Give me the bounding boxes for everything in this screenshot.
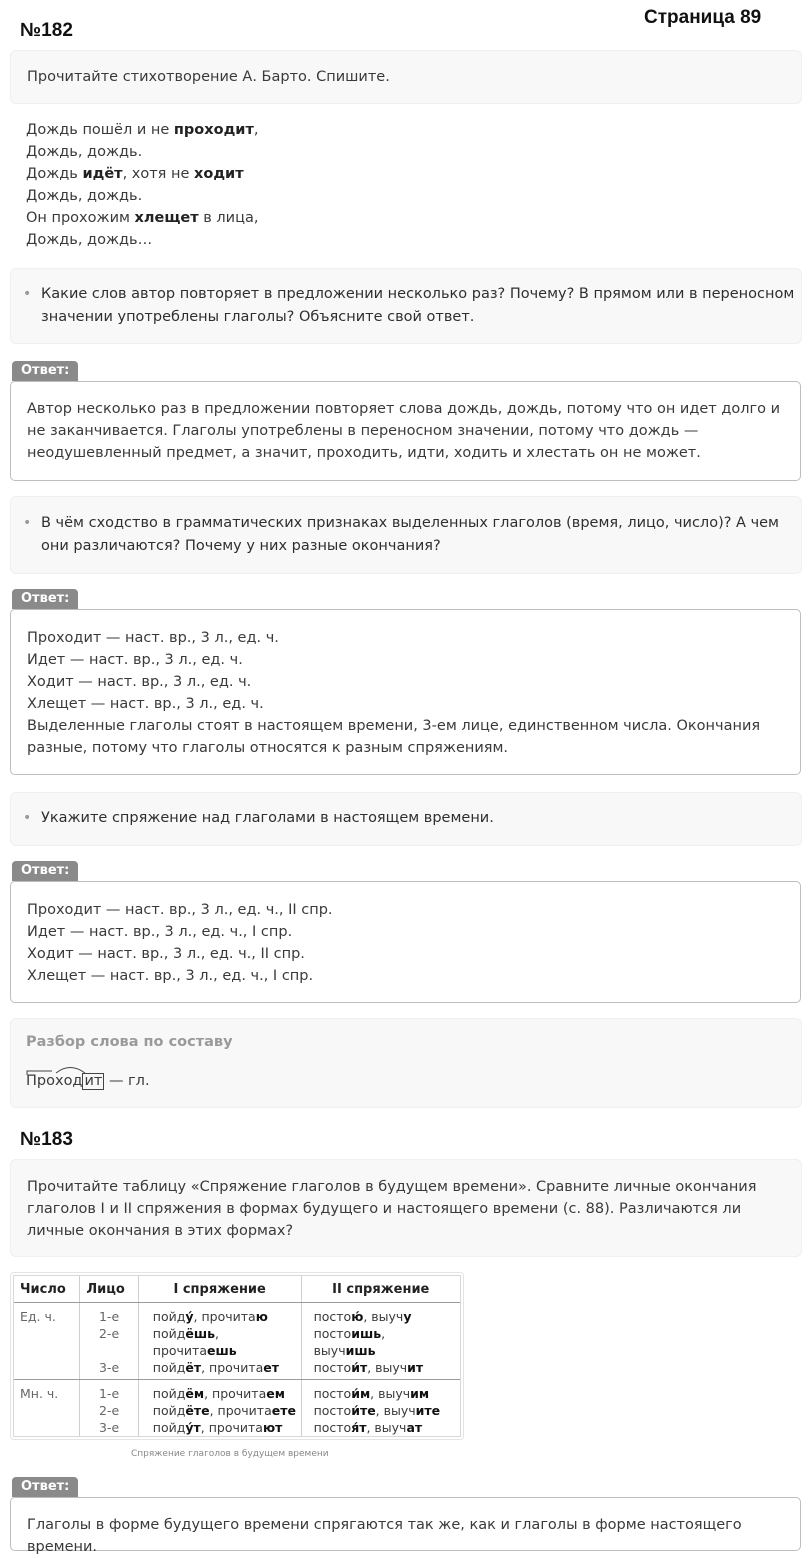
verb-stem: , выуч bbox=[367, 1360, 408, 1375]
instruction-183-text: Прочитайте таблицу «Спряжение глаголов в будущем времени». Сравните личные окончания глаголов I и II спряжения в формах будущего и настоящего времени (с. 88). Различаются ли личные окончания в этих формах? bbox=[27, 1179, 757, 1239]
number-cell: Ед. ч. bbox=[14, 1303, 80, 1326]
poem-highlighted-verb: идёт bbox=[82, 166, 123, 182]
answer-box-1 bbox=[10, 381, 801, 481]
task-number-182: №182 bbox=[20, 20, 73, 41]
verb-ending: и́т bbox=[351, 1360, 368, 1375]
number-cell: Мн. ч. bbox=[14, 1380, 80, 1403]
verb-ending: у́ bbox=[185, 1309, 194, 1324]
verb-ending: ёшь bbox=[185, 1326, 216, 1341]
table-header-cell: Лицо bbox=[80, 1276, 138, 1303]
question-1-text: • Какие слов автор повторяет в предложении несколько раз? Почему? В прямом или в переносном значении употреблены глаголы? Объясните свой ответ. bbox=[11, 283, 801, 329]
instruction-panel bbox=[10, 50, 802, 104]
question-panel-3 bbox=[10, 792, 802, 846]
verb-ending: ю bbox=[255, 1309, 268, 1324]
conjugation-2-cell bbox=[301, 1419, 460, 1436]
conjugation-1-cell bbox=[138, 1303, 301, 1326]
verb-ending: у bbox=[403, 1309, 412, 1324]
verb-stem: , прочита bbox=[201, 1360, 264, 1375]
poem bbox=[26, 119, 258, 251]
verb-stem: посто bbox=[313, 1326, 352, 1341]
poem-text: в лица, bbox=[198, 210, 259, 226]
number-cell bbox=[14, 1325, 80, 1342]
verb-ending: и́те bbox=[351, 1403, 376, 1418]
verb-ending: я́т bbox=[351, 1420, 367, 1435]
verb-ending: у́т bbox=[185, 1420, 201, 1435]
verb-stem: прочита bbox=[152, 1343, 207, 1358]
verb-stem: пойд bbox=[152, 1360, 186, 1375]
conjugation-1-cell bbox=[138, 1325, 301, 1342]
conjugation-2-cell bbox=[301, 1342, 460, 1359]
poem-line bbox=[26, 185, 258, 207]
verb-stem: , прочита bbox=[209, 1403, 272, 1418]
poem-text: Дождь, дождь. bbox=[26, 188, 143, 204]
conjugation-1-cell bbox=[138, 1359, 301, 1380]
verb-stem: , bbox=[381, 1326, 386, 1341]
number-cell bbox=[14, 1402, 80, 1419]
verb-stem: посто bbox=[313, 1309, 352, 1324]
verb-ending: ёт bbox=[185, 1360, 202, 1375]
verb-stem: , выуч bbox=[366, 1420, 407, 1435]
answer-3-line: Ходит — наст. вр., 3 л., ед. ч., II спр. bbox=[27, 946, 305, 962]
question-panel-1 bbox=[10, 268, 802, 344]
morph-title: Разбор слова по составу bbox=[26, 1034, 233, 1050]
conjugation-1-cell bbox=[138, 1380, 301, 1403]
table-row bbox=[14, 1380, 460, 1403]
verb-stem: посто bbox=[313, 1403, 352, 1418]
answer-label-2: Ответ: bbox=[12, 589, 78, 609]
table-header-row bbox=[14, 1276, 460, 1303]
verb-stem: , прочита bbox=[193, 1309, 256, 1324]
task-number-183: №183 bbox=[20, 1129, 73, 1150]
person-cell bbox=[80, 1342, 138, 1359]
verb-stem: пойд bbox=[152, 1326, 186, 1341]
conjugation-1-cell bbox=[138, 1419, 301, 1436]
person-cell: 2-е bbox=[80, 1402, 138, 1419]
poem-text: , хотя не bbox=[122, 166, 195, 182]
table-row bbox=[14, 1342, 460, 1359]
conjugation-1-cell bbox=[138, 1342, 301, 1359]
poem-highlighted-verb: хлещет bbox=[134, 210, 199, 226]
poem-text: Дождь, дождь. bbox=[26, 144, 143, 160]
answer-3-line: Хлещет — наст. вр., 3 л., ед. ч., I спр. bbox=[27, 968, 314, 984]
person-cell: 3-е bbox=[80, 1419, 138, 1436]
conjugation-2-cell bbox=[301, 1359, 460, 1380]
morph-panel bbox=[10, 1018, 802, 1108]
morph-ending: ит bbox=[84, 1073, 103, 1089]
verb-stem: , выуч bbox=[370, 1386, 411, 1401]
person-cell: 1-е bbox=[80, 1380, 138, 1403]
prefix-mark-icon bbox=[26, 1070, 54, 1076]
answer-3-lines bbox=[27, 899, 787, 987]
person-cell: 3-е bbox=[80, 1359, 138, 1380]
poem-line bbox=[26, 141, 258, 163]
answer-183-text: Глаголы в форме будущего времени спрягаются так же, как и глаголы в форме настоящего времени. bbox=[27, 1517, 742, 1555]
verb-ending: ет bbox=[263, 1360, 279, 1375]
verb-ending: ю́ bbox=[351, 1309, 364, 1324]
poem-text: Дождь пошёл и не bbox=[26, 122, 174, 138]
table-header-cell: I спряжение bbox=[138, 1276, 301, 1303]
verb-stem: , bbox=[215, 1326, 220, 1341]
conjugation-2-cell bbox=[301, 1380, 460, 1403]
verb-ending: им bbox=[410, 1386, 430, 1401]
verb-ending: ете bbox=[271, 1403, 296, 1418]
question-2-text: • В чём сходство в грамматических признаках выделенных глаголов (время, лицо, число)? А чем они различаются? Почему у них разные окончания? bbox=[11, 512, 801, 558]
answer-label-183: Ответ: bbox=[12, 1477, 78, 1497]
verb-stem: , выуч bbox=[363, 1309, 404, 1324]
number-cell bbox=[14, 1342, 80, 1359]
verb-stem: выуч bbox=[313, 1343, 346, 1358]
table-row bbox=[14, 1359, 460, 1380]
verb-stem: , прочита bbox=[204, 1386, 267, 1401]
answer-1-text: Автор несколько раз в предложении повторяет слова дождь, дождь, потому что он идет долго и не заканчивается. Глаголы употреблены в переносном значении, потому что дождь — неодушевленный предмет, а значит, проходить, идти, ходить и хлестать он не может. bbox=[27, 401, 781, 461]
person-cell: 2-е bbox=[80, 1325, 138, 1342]
conjugation-2-cell bbox=[301, 1402, 460, 1419]
poem-line bbox=[26, 163, 258, 185]
verb-stem: пойд bbox=[152, 1386, 186, 1401]
verb-ending: ют bbox=[262, 1420, 283, 1435]
morph-root bbox=[55, 1070, 82, 1092]
root-arc-icon bbox=[55, 1066, 87, 1074]
morph-word bbox=[26, 1070, 150, 1092]
question-panel-2 bbox=[10, 496, 802, 574]
morph-prefix bbox=[26, 1070, 55, 1092]
answer-2-line: Хлещет — наст. вр., 3 л., ед. ч. bbox=[27, 696, 264, 712]
verb-ending: и́м bbox=[351, 1386, 371, 1401]
poem-highlighted-verb: проходит bbox=[173, 122, 254, 138]
verb-ending: ишь bbox=[351, 1326, 382, 1341]
verb-ending: ешь bbox=[207, 1343, 237, 1358]
conjugation-1-cell bbox=[138, 1402, 301, 1419]
answer-label-3: Ответ: bbox=[12, 861, 78, 881]
poem-text: Дождь, дождь… bbox=[26, 232, 153, 248]
poem-line bbox=[26, 207, 258, 229]
poem-text: , bbox=[253, 122, 259, 138]
verb-stem: посто bbox=[313, 1360, 352, 1375]
verb-ending: ем bbox=[266, 1386, 285, 1401]
table-row bbox=[14, 1303, 460, 1326]
verb-ending: ёте bbox=[185, 1403, 210, 1418]
verb-ending: ём bbox=[185, 1386, 205, 1401]
answer-2-line: Ходит — наст. вр., 3 л., ед. ч. bbox=[27, 674, 252, 690]
answer-label-1: Ответ: bbox=[12, 361, 78, 381]
answer-3-line: Проходит — наст. вр., 3 л., ед. ч., II спр. bbox=[27, 902, 333, 918]
answer-box-3 bbox=[10, 881, 801, 1003]
verb-stem: , выуч bbox=[375, 1403, 416, 1418]
conjugation-table-frame bbox=[13, 1275, 461, 1437]
poem-highlighted-verb: ходит bbox=[194, 166, 244, 182]
answer-2-line: Проходит — наст. вр., 3 л., ед. ч. bbox=[27, 630, 279, 646]
conjugation-2-cell bbox=[301, 1325, 460, 1342]
verb-stem: пойд bbox=[152, 1309, 186, 1324]
poem-text: Он прохожим bbox=[26, 210, 135, 226]
verb-ending: ишь bbox=[345, 1343, 376, 1358]
table-header-cell: II спряжение bbox=[301, 1276, 460, 1303]
instruction-text: Прочитайте стихотворение А. Барто. Спишите. bbox=[27, 69, 390, 85]
morph-prefix-text: Про bbox=[26, 1073, 55, 1089]
answer-box-2 bbox=[10, 609, 801, 775]
morph-part-of-speech: — гл. bbox=[104, 1073, 150, 1089]
verb-stem: пойд bbox=[152, 1420, 186, 1435]
page-number: Страница 89 bbox=[644, 7, 762, 28]
answer-3-line: Идет — наст. вр., 3 л., ед. ч., I спр. bbox=[27, 924, 293, 940]
table-row bbox=[14, 1325, 460, 1342]
table-row bbox=[14, 1402, 460, 1419]
answer-2-line: Выделенные глаголы стоят в настоящем времени, 3-ем лице, единственном числа. Окончания разные, потому что глаголы относятся к разным спряжениям. bbox=[27, 718, 761, 756]
question-3-text: • Укажите спряжение над глаголами в настоящем времени. bbox=[11, 807, 801, 830]
poem-line bbox=[26, 119, 258, 141]
conjugation-table-image bbox=[10, 1272, 464, 1440]
verb-stem: пойд bbox=[152, 1403, 186, 1418]
verb-ending: ат bbox=[406, 1420, 423, 1435]
person-cell: 1-е bbox=[80, 1303, 138, 1326]
verb-stem: , прочита bbox=[200, 1420, 263, 1435]
conjugation-2-cell bbox=[301, 1303, 460, 1326]
table-header-cell: Число bbox=[14, 1276, 80, 1303]
table-caption: Спряжение глаголов в будущем времени bbox=[131, 1449, 329, 1459]
answer-2-lines bbox=[27, 627, 787, 759]
verb-ending: ите bbox=[415, 1403, 441, 1418]
number-cell bbox=[14, 1359, 80, 1380]
poem-line bbox=[26, 229, 258, 251]
conjugation-table bbox=[14, 1276, 460, 1436]
morph-root-text: ход bbox=[54, 1073, 83, 1089]
table-row bbox=[14, 1419, 460, 1436]
poem-text: Дождь bbox=[26, 166, 83, 182]
verb-stem: посто bbox=[313, 1420, 352, 1435]
answer-2-line: Идет — наст. вр., 3 л., ед. ч. bbox=[27, 652, 243, 668]
answer-box-183 bbox=[10, 1497, 801, 1555]
verb-ending: ит bbox=[407, 1360, 424, 1375]
instruction-panel-183 bbox=[10, 1159, 802, 1257]
verb-stem: посто bbox=[313, 1386, 352, 1401]
number-cell bbox=[14, 1419, 80, 1436]
